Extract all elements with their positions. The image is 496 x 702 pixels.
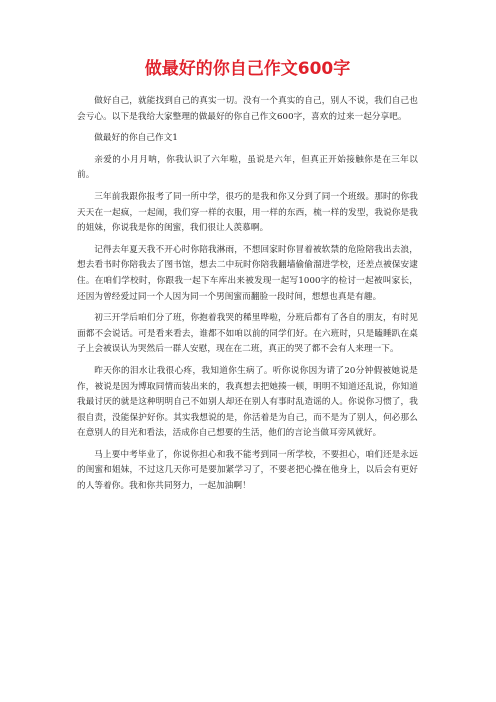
document-page	[77, 58, 418, 501]
body-paragraph: 三年前我跟你报考了同一所中学，很巧的是我和你又分到了同一个班级。那时的你我天天在一起疯，一起闹，我们穿一样的衣服，用一样的东西，梳一样的发型，我说你是我的姐妹，你说我是你的闺蜜，我们很让人羡慕啊。	[77, 191, 418, 234]
intro-paragraph: 做好自己，就能找到自己的真实一切。没有一个真实的自己，别人不说，我们自己也会亏心。以下是我给大家整理的做最好的你自己作文600字，喜欢的过来一起分享吧。	[77, 96, 418, 122]
body-paragraph: 初三开学后咱们分了班，你抱着我哭的稀里哗啦，分班后都有了各自的朋友，有时见面都不会说话。可是看来看去，谁都不如咱以前的同学们好。在六班时，只是瞌睡趴在桌子上会被误认为哭然后一群人安慰，现在在二班，真正的哭了都不会有人来理一下。	[77, 313, 418, 355]
essay-heading: 做最好的你自己作文1	[94, 133, 178, 144]
body-paragraph: 昨天你的泪水让我很心疼，我知道你生病了。听你说你因为请了20分钟假被她说是作，被说是因为博取同情而装出来的，我真想去把她揍一顿，明明不知道还乱说，你知道我最讨厌的就是这种明明自己不如别人却还在别人有事时乱造谣的人。你说你习惯了，我很自责，没能保护好你。其实我想说的是，你活着是为自己，而不是为了别人，何必那么在意别人的目光和看法，活成你自己想要的生活，他们的言论当做耳旁风就好。	[77, 365, 418, 439]
body-paragraph: 马上要中考毕业了，你说你担心和我不能考到同一所学校，不要担心，咱们还是永远的闺蜜和姐妹，不过这几天你可是要加紧学习了，不要老把心操在他身上，以后会有更好的人等着你。我和你共同努力，一起加油啊！	[77, 449, 418, 492]
document-title: 做最好的你自己作文600字	[144, 59, 351, 79]
body-paragraph: 亲爱的小月月呐，你我认识了六年啦，虽说是六年，但真正开始接触你是在三年以前。	[77, 154, 418, 181]
body-paragraph: 记得去年夏天我不开心时你陪我淋雨，不想回家时你冒着被软禁的危险陪我出去浪，想去看书时你陪我去了图书馆，想去二中玩时你陪我翻墙偷偷溜进学校，还差点被保安逮住。在咱们学校时，你跟我一起下车库出来被发现一起写1000字的检讨一起被叫家长，还因为曾经爱过同一个人因为同一个男闺蜜而翻脸一段时间，想想也真是有趣。	[77, 244, 418, 302]
